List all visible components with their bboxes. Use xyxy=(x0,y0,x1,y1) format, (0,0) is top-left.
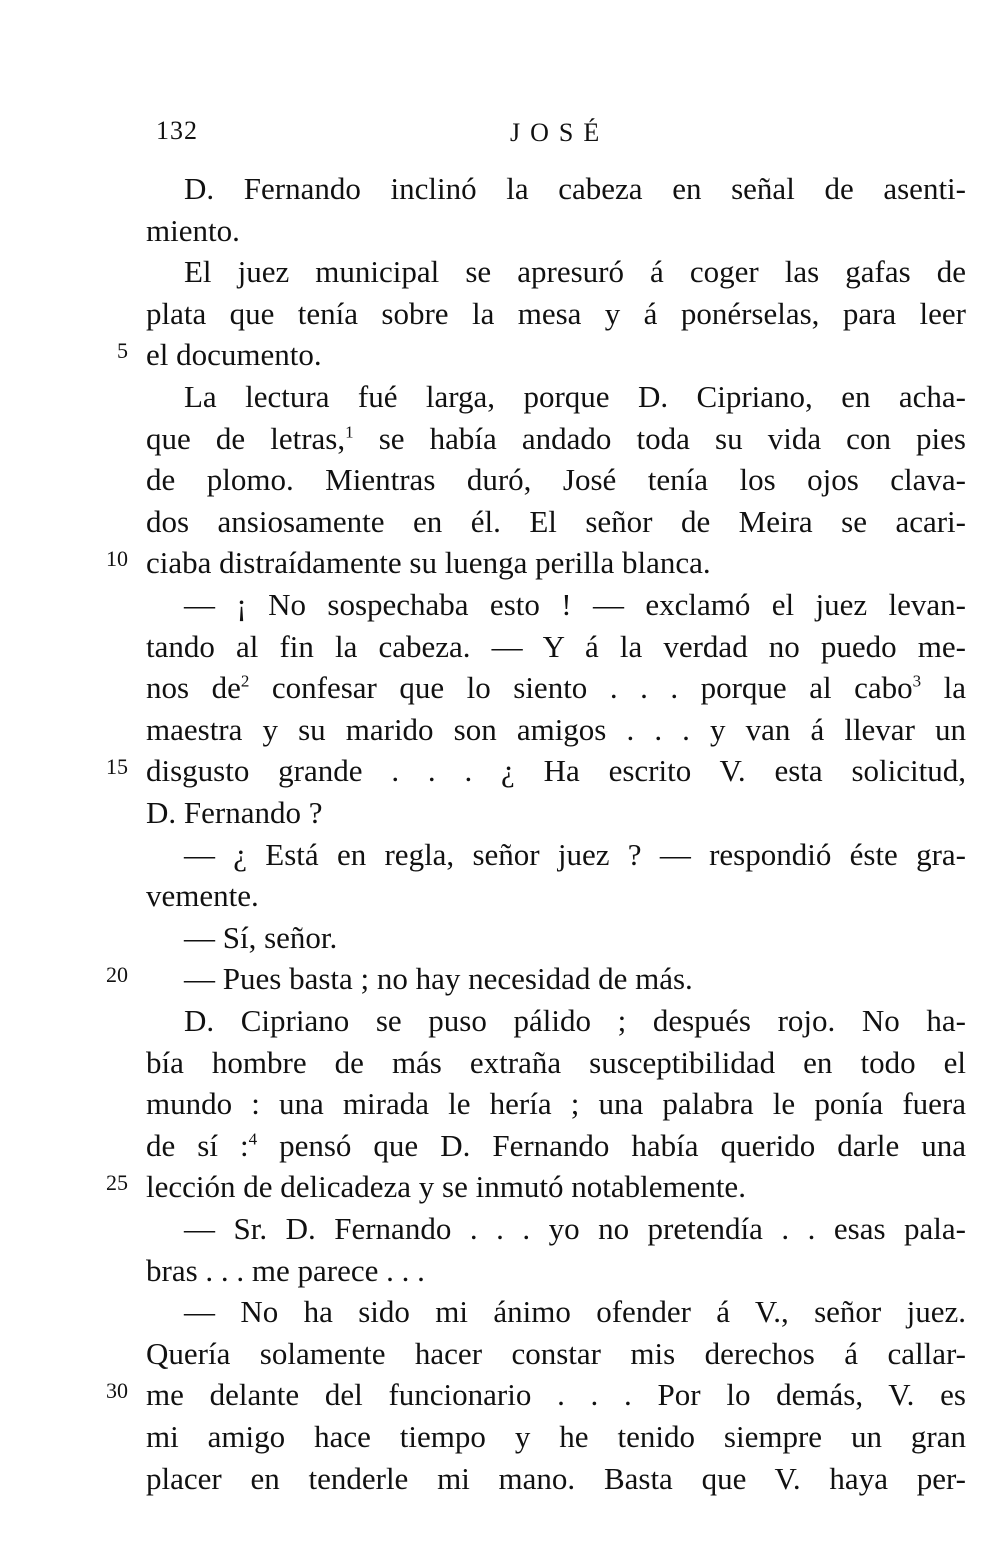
page-number: 132 xyxy=(156,116,198,145)
line-number: 5 xyxy=(117,338,128,364)
text-line xyxy=(0,293,1000,335)
text-line xyxy=(0,1166,1000,1208)
text-segment: — Sí, señor. xyxy=(184,919,338,955)
line-text xyxy=(184,1000,966,1042)
line-number: 30 xyxy=(106,1378,128,1404)
text-segment: que de letras, xyxy=(146,420,346,456)
text-segment: dos ansiosamente en él. El señor de Meira se acari- xyxy=(146,503,966,539)
line-text xyxy=(184,958,966,1000)
running-title: JOSÉ xyxy=(510,118,610,147)
text-line xyxy=(0,1208,1000,1250)
text-line xyxy=(0,1333,1000,1375)
footnote-marker: 2 xyxy=(240,671,250,691)
text-line xyxy=(0,667,1000,709)
line-text xyxy=(146,1083,966,1125)
text-segment: lección de delicadeza y se inmutó notablemente. xyxy=(146,1169,746,1205)
text-segment: se había andado toda su vida con pies xyxy=(353,420,966,456)
text-segment: D. Cipriano se puso pálido ; después rojo. No ha- xyxy=(184,1003,966,1038)
text-segment: mundo : una mirada le hería ; una palabra le ponía fuera xyxy=(146,1086,966,1122)
line-number: 20 xyxy=(106,962,128,988)
line-text xyxy=(184,584,966,626)
line-text xyxy=(146,1374,966,1416)
line-text xyxy=(146,334,966,376)
line-text xyxy=(146,1250,966,1292)
line-text xyxy=(146,875,966,917)
text-segment: — No ha sido mi ánimo ofender á V., señor juez. xyxy=(184,1294,966,1330)
text-line xyxy=(0,210,1000,252)
text-line xyxy=(0,626,1000,668)
text-segment: de plomo. Mientras duró, José tenía los ojos clava- xyxy=(146,462,966,498)
line-text xyxy=(146,626,966,668)
text-segment: plata que tenía sobre la mesa y á ponérselas, para leer xyxy=(146,295,966,331)
line-text xyxy=(146,709,966,751)
text-line xyxy=(0,1125,1000,1167)
line-text xyxy=(146,459,966,501)
text-segment: D. Fernando ? xyxy=(146,795,323,830)
text-segment: confesar que lo siento . . . porque al cabo xyxy=(249,670,913,706)
text-line xyxy=(0,418,1000,460)
text-line xyxy=(0,1250,1000,1292)
text-segment: — Sr. D. Fernando . . . yo no pretendía . . esas pala- xyxy=(184,1211,966,1246)
text-line xyxy=(0,750,1000,792)
text-line xyxy=(0,501,1000,543)
text-segment: ciaba distraídamente su luenga perilla blanca. xyxy=(146,545,711,581)
text-segment: bras . . . me parece . . . xyxy=(146,1252,425,1288)
text-line xyxy=(0,584,1000,626)
text-segment: me delante del funcionario . . . Por lo demás, V. es xyxy=(146,1377,966,1413)
text-segment: — ¿ Está en regla, señor juez ? — respondió éste gra- xyxy=(184,836,966,872)
text-line xyxy=(0,709,1000,751)
line-text xyxy=(184,168,966,210)
text-segment: nos de xyxy=(146,670,241,706)
line-text xyxy=(146,1125,966,1167)
footnote-marker: 1 xyxy=(345,422,354,442)
footnote-marker: 3 xyxy=(912,671,922,691)
text-line xyxy=(0,917,1000,959)
line-text xyxy=(184,917,966,959)
text-segment: tando al fin la cabeza. — Y á la verdad no puedo me- xyxy=(146,628,966,664)
text-line xyxy=(0,1291,1000,1333)
text-segment: miento. xyxy=(146,212,240,248)
text-line xyxy=(0,792,1000,834)
text-segment: maestra y su marido son amigos . . . y van á llevar un xyxy=(146,711,966,747)
line-text xyxy=(146,792,966,834)
page-header xyxy=(0,116,1000,156)
text-line xyxy=(0,875,1000,917)
text-line xyxy=(0,251,1000,293)
text-line xyxy=(0,376,1000,418)
line-text xyxy=(184,251,966,293)
line-text xyxy=(184,1291,966,1333)
text-line xyxy=(0,1042,1000,1084)
footnote-marker: 4 xyxy=(248,1129,258,1149)
line-text xyxy=(146,210,966,252)
text-segment: placer en tenderle mi mano. Basta que V. haya per- xyxy=(146,1460,966,1496)
text-line xyxy=(0,1458,1000,1500)
line-text xyxy=(146,418,966,460)
text-line xyxy=(0,1083,1000,1125)
text-segment: la xyxy=(921,670,966,706)
line-text xyxy=(184,376,966,418)
line-text xyxy=(146,1166,966,1208)
line-text xyxy=(146,501,966,543)
line-text xyxy=(146,1333,966,1375)
line-number: 10 xyxy=(106,546,128,572)
text-line xyxy=(0,1416,1000,1458)
text-line xyxy=(0,459,1000,501)
line-text xyxy=(146,293,966,335)
line-text xyxy=(146,1458,966,1500)
text-line xyxy=(0,1000,1000,1042)
line-text xyxy=(184,1208,966,1250)
text-segment: de sí : xyxy=(146,1127,249,1163)
text-segment: vemente. xyxy=(146,878,259,914)
text-line xyxy=(0,834,1000,876)
text-segment: disgusto grande . . . ¿ Ha escrito V. esta solicitud, xyxy=(146,753,966,789)
text-line xyxy=(0,168,1000,210)
text-segment: Quería solamente hacer constar mis derechos á callar- xyxy=(146,1335,966,1371)
text-segment: D. Fernando inclinó la cabeza en señal de asenti- xyxy=(184,171,966,206)
line-number: 25 xyxy=(106,1170,128,1196)
text-segment: el documento. xyxy=(146,337,322,373)
text-segment: — ¡ No sospechaba esto ! — exclamó el juez levan- xyxy=(184,587,966,622)
text-segment: bía hombre de más extraña susceptibilidad en todo el xyxy=(146,1044,966,1080)
text-segment: — Pues basta ; no hay necesidad de más. xyxy=(184,961,693,997)
text-segment: pensó que D. Fernando había querido darle una xyxy=(257,1127,966,1163)
text-line xyxy=(0,542,1000,584)
text-line xyxy=(0,1374,1000,1416)
line-text xyxy=(184,834,966,876)
line-text xyxy=(146,750,966,792)
text-line xyxy=(0,334,1000,376)
text-segment: El juez municipal se apresuró á coger las gafas de xyxy=(184,254,966,290)
line-text xyxy=(146,1042,966,1084)
line-number: 15 xyxy=(106,754,128,780)
line-text xyxy=(146,542,966,584)
text-segment: mi amigo hace tiempo y he tenido siempre un gran xyxy=(146,1419,966,1454)
line-text xyxy=(146,1416,966,1458)
line-text xyxy=(146,667,966,709)
text-segment: La lectura fué larga, porque D. Cipriano, en acha- xyxy=(184,379,966,414)
text-line xyxy=(0,958,1000,1000)
